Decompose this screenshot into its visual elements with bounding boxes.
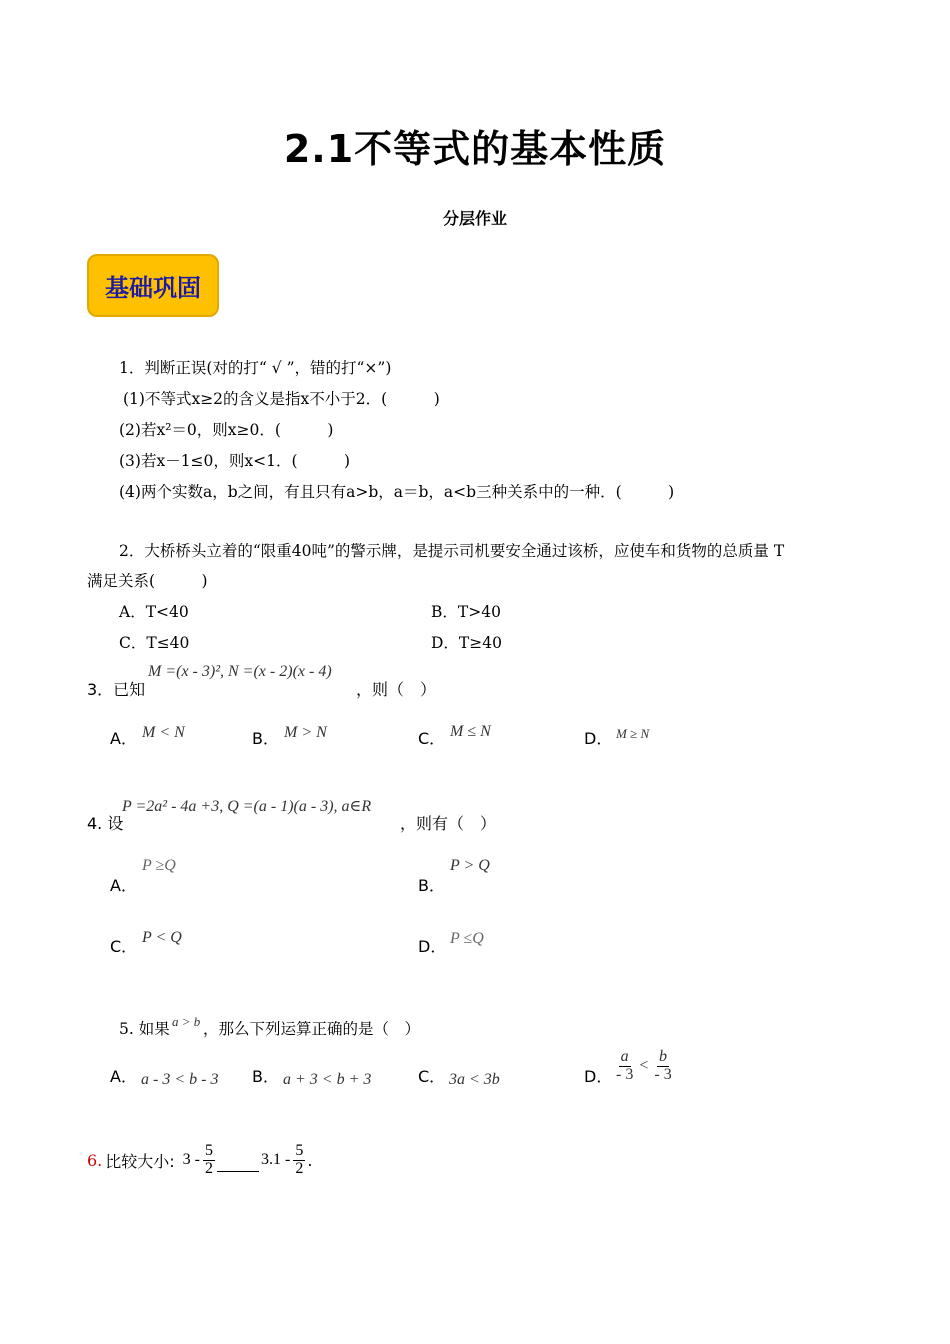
q1-item-3: (3)若x－1≤0，则x<1．( ) — [119, 452, 351, 470]
q6-right-denominator: 2 — [295, 1159, 304, 1177]
q6-left-numerator: 5 — [205, 1142, 213, 1159]
q6-end: . — [307, 1150, 313, 1170]
q4-option-c-expr: P < Q — [142, 929, 182, 946]
q5-suffix: ，那么下列运算正确的是（ ） — [203, 1020, 421, 1038]
q3-option-d-expr: M ≥ N — [616, 726, 650, 741]
q5-option-c-label: C． — [418, 1067, 446, 1086]
q3-option-a-expr: M < N — [142, 724, 185, 741]
q4-option-a-expr: P ≥Q — [142, 857, 176, 874]
q3-option-b-expr: M > N — [284, 724, 327, 741]
q2-option-a: A．T<40 — [119, 603, 189, 621]
q5-d-right-denominator: - 3 — [654, 1065, 672, 1083]
q6-left-int: 3 - — [182, 1151, 200, 1169]
q4-formula: P =2a² - 4a +3, Q =(a - 1)(a - 3), a∈R — [122, 798, 372, 815]
q3-prefix: 3．已知 — [87, 680, 146, 699]
q5-option-d-label: D． — [584, 1067, 613, 1086]
q5-d-operator: < — [639, 1057, 649, 1075]
q5-d-left-fraction — [614, 1049, 635, 1084]
q4-option-b-label: B． — [418, 876, 445, 895]
q3-formula: M =(x - 3)², N =(x - 2)(x - 4) — [148, 663, 332, 680]
q5-option-a-label: A． — [110, 1067, 137, 1086]
q6-answer-blank[interactable] — [217, 1170, 259, 1172]
q5-d-right-numerator: b — [659, 1048, 668, 1065]
q4-option-a-label: A． — [110, 876, 137, 895]
q3-option-b-label: B． — [252, 729, 279, 748]
q3-suffix: ，则（ ） — [356, 680, 437, 699]
q5-option-b-expr: a + 3 < b + 3 — [283, 1071, 372, 1088]
q6-left-denominator: 2 — [205, 1159, 213, 1177]
q5-prefix: 5. 如果 — [119, 1020, 170, 1038]
q1-item-2: (2)若x²＝0，则x≥0．( ) — [119, 421, 334, 439]
q2-option-d: D．T≥40 — [431, 634, 502, 652]
q6-line — [87, 1143, 312, 1178]
q3-option-c-expr: M ≤ N — [450, 723, 491, 740]
q4-option-d-expr: P ≤Q — [450, 930, 484, 947]
q6-text: 比较大小: — [105, 1151, 175, 1171]
q5-option-b-label: B． — [252, 1067, 279, 1086]
q6-number: 6. — [87, 1150, 103, 1170]
q6-right-int: 3.1 - — [261, 1151, 291, 1169]
q3-option-d-label: D． — [584, 729, 613, 748]
q5-d-left-denominator: - 3 — [616, 1065, 634, 1083]
q3-option-c-label: C． — [418, 729, 446, 748]
q5-option-c-expr: 3a < 3b — [449, 1071, 500, 1088]
q5-d-left-numerator: a — [620, 1048, 629, 1065]
page-title: 2.1不等式的基本性质 — [283, 127, 667, 171]
section-badge: 基础巩固 — [87, 254, 219, 317]
q4-option-b-expr: P > Q — [450, 857, 490, 874]
q5-option-a-expr: a - 3 < b - 3 — [141, 1071, 219, 1088]
q4-option-d-label: D． — [418, 937, 447, 956]
q3-option-a-label: A． — [110, 729, 137, 748]
q2-stem-line2: 满足关系( ) — [87, 572, 208, 590]
q5-d-right-fraction — [652, 1049, 673, 1084]
page-subtitle: 分层作业 — [442, 209, 507, 228]
q1-item-4: (4)两个实数a，b之间，有且只有a>b，a＝b，a<b三种关系中的一种．( ) — [119, 483, 675, 501]
q5-condition: a > b — [172, 1014, 201, 1029]
q5-option-d-expr — [614, 1049, 674, 1084]
q1-item-1: (1)不等式x≥2的含义是指x不小于2．( ) — [123, 390, 440, 408]
q1-stem: 1．判断正误(对的打“ √ ”，错的打“×”) — [119, 359, 392, 377]
q2-option-c: C．T≤40 — [119, 634, 190, 652]
q6-right-fraction — [293, 1143, 305, 1178]
q2-stem-line1: 2．大桥桥头立着的“限重40吨”的警示牌，是提示司机要安全通过该桥，应使车和货物的总质量 T — [119, 542, 785, 560]
q4-prefix: 4. 设 — [87, 814, 124, 833]
q6-left-fraction — [203, 1143, 215, 1178]
q6-right-numerator: 5 — [295, 1142, 304, 1159]
q4-option-c-label: C． — [110, 937, 138, 956]
q2-option-b: B．T>40 — [431, 603, 501, 621]
q4-suffix: ，则有（ ） — [400, 814, 497, 833]
